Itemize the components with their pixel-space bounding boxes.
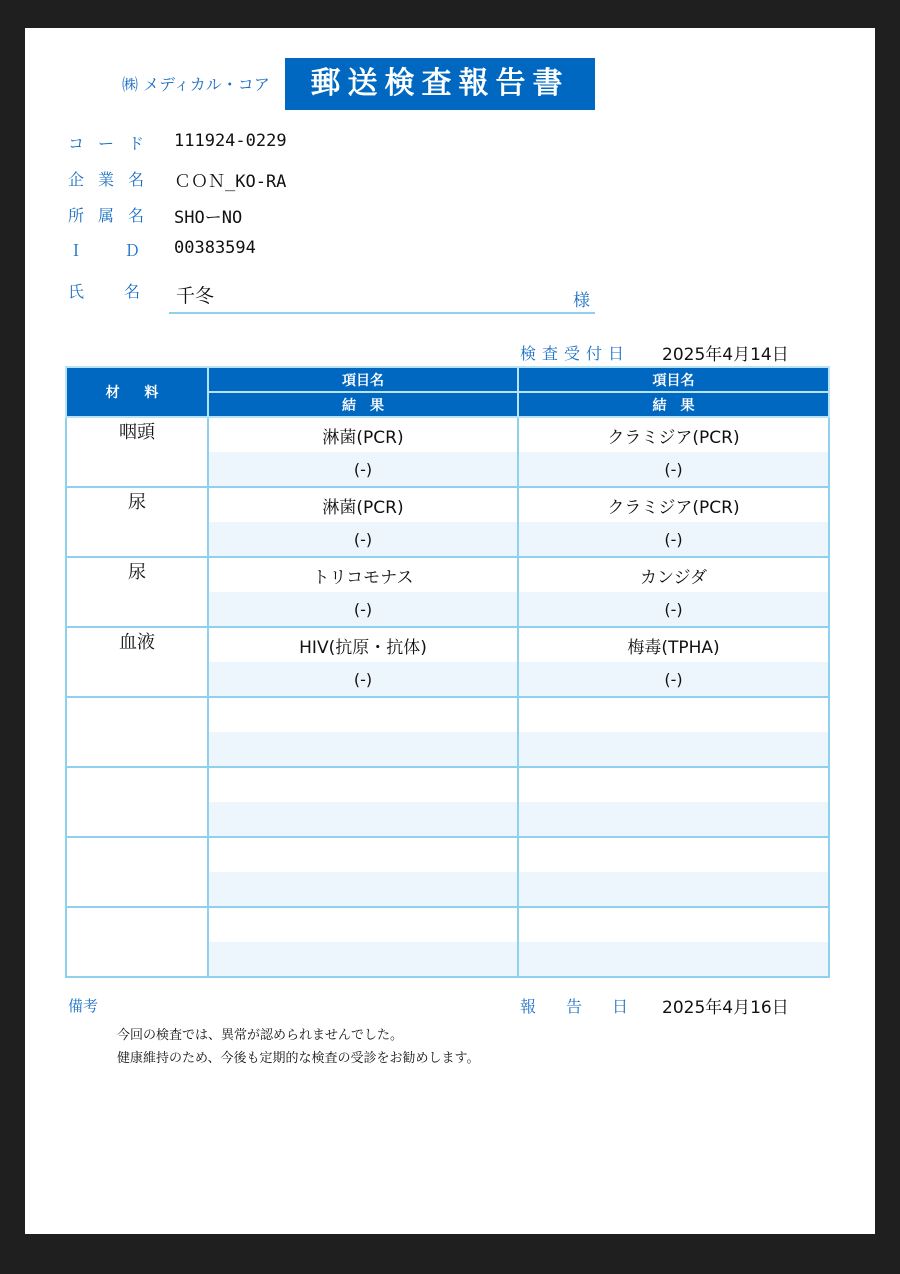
material-cell xyxy=(66,907,208,977)
table-row xyxy=(66,767,829,802)
name-underline xyxy=(169,312,595,314)
result-cell xyxy=(208,872,518,907)
id-label: ＩＤ xyxy=(68,241,181,260)
remarks-line-1: 今回の検査では、異常が認められませんでした。 xyxy=(117,1028,404,1043)
report-date-label: 報告日 xyxy=(520,997,659,1016)
table-row xyxy=(66,837,829,872)
received-date-value: 2025年4月14日 xyxy=(662,345,789,365)
dept-value: SHOーNO xyxy=(174,208,243,228)
item-cell: トリコモナス xyxy=(208,557,518,592)
id-value: 00383594 xyxy=(174,238,256,258)
company-label: 企業名 xyxy=(68,170,159,189)
report-date-value: 2025年4月16日 xyxy=(662,998,789,1018)
item-cell xyxy=(208,837,518,872)
header-result-1: 結 果 xyxy=(208,392,518,417)
result-cell: (-) xyxy=(208,592,518,627)
table-row xyxy=(66,907,829,942)
item-cell xyxy=(518,907,829,942)
name-value: 千冬 xyxy=(176,285,215,307)
code-value: 111924-0229 xyxy=(174,131,287,151)
result-cell xyxy=(518,802,829,837)
result-cell xyxy=(518,732,829,767)
material-cell xyxy=(66,697,208,767)
item-cell xyxy=(208,907,518,942)
item-cell: カンジダ xyxy=(518,557,829,592)
item-cell xyxy=(518,837,829,872)
header-material: 材 料 xyxy=(66,367,208,417)
result-cell: (-) xyxy=(208,452,518,487)
company-value: ＣＯＮ_KO-RA xyxy=(174,172,287,192)
result-cell xyxy=(208,732,518,767)
item-cell: クラミジア(PCR) xyxy=(518,417,829,452)
item-cell: 淋菌(PCR) xyxy=(208,417,518,452)
result-cell: (-) xyxy=(518,592,829,627)
table-row xyxy=(66,487,829,522)
item-cell: クラミジア(PCR) xyxy=(518,487,829,522)
report-title: 郵送検査報告書 xyxy=(285,58,595,110)
result-cell xyxy=(208,942,518,977)
dept-label: 所属名 xyxy=(68,206,159,225)
header-item-1: 項目名 xyxy=(208,367,518,392)
material-cell: 尿 xyxy=(66,487,208,557)
table-row xyxy=(66,417,829,452)
result-cell: (-) xyxy=(518,522,829,557)
name-label: 氏名 xyxy=(68,282,181,301)
result-cell xyxy=(208,802,518,837)
received-date-label: 検査受付日 xyxy=(520,344,631,363)
item-cell xyxy=(518,697,829,732)
code-label: コード xyxy=(68,134,159,153)
result-cell: (-) xyxy=(208,522,518,557)
material-cell: 咽頭 xyxy=(66,417,208,487)
table-row xyxy=(66,627,829,662)
honorific: 様 xyxy=(573,291,590,311)
item-cell: HIV(抗原・抗体) xyxy=(208,627,518,662)
item-cell xyxy=(518,767,829,802)
material-cell xyxy=(66,767,208,837)
result-cell: (-) xyxy=(518,452,829,487)
material-cell xyxy=(66,837,208,907)
table-row xyxy=(66,557,829,592)
remarks-label: 備考 xyxy=(68,997,99,1015)
item-cell xyxy=(208,697,518,732)
header-result-2: 結 果 xyxy=(518,392,829,417)
results-table xyxy=(65,366,830,978)
result-cell xyxy=(518,942,829,977)
result-cell xyxy=(518,872,829,907)
item-cell: 淋菌(PCR) xyxy=(208,487,518,522)
material-cell: 尿 xyxy=(66,557,208,627)
result-cell: (-) xyxy=(208,662,518,697)
result-cell: (-) xyxy=(518,662,829,697)
table-row xyxy=(66,697,829,732)
item-cell xyxy=(208,767,518,802)
material-cell: 血液 xyxy=(66,627,208,697)
item-cell: 梅毒(TPHA) xyxy=(518,627,829,662)
company-logo-text: ㈱ メディカル・コア xyxy=(122,75,270,94)
remarks-line-2: 健康維持のため、今後も定期的な検査の受診をお勧めします。 xyxy=(117,1051,480,1066)
header-item-2: 項目名 xyxy=(518,367,829,392)
results-body xyxy=(66,417,829,977)
